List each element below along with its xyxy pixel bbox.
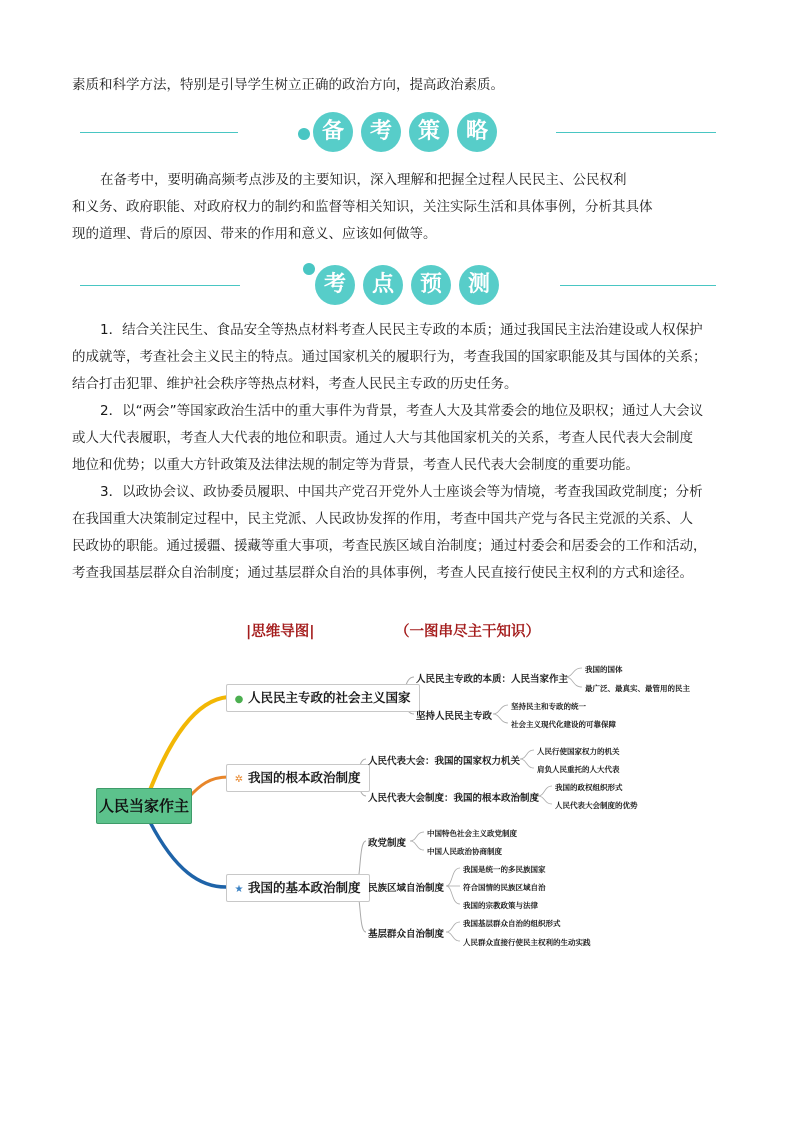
banner-char: 点	[363, 265, 403, 305]
mindmap-leaf: 坚持民主和专政的统一	[511, 702, 586, 711]
mindmap-root: 人民当家作主	[96, 788, 192, 824]
forecast-line: 地位和优势；以重大方针政策及法律法规的制定等为背景，考查人民代表大会制度的重要功能。	[72, 457, 639, 473]
mindmap-leaf: 人民行使国家权力的机关	[537, 747, 620, 756]
mindmap-leaf: 人民群众直接行使民主权利的生动实践	[463, 938, 591, 947]
info-circle-icon: ●	[234, 694, 244, 705]
banner-char: 考	[361, 112, 401, 152]
banner-char: 测	[459, 265, 499, 305]
mindmap-leaf: 中国人民政治协商制度	[427, 847, 502, 856]
strategy-line: 在备考中，要明确高频考点涉及的主要知识，深入理解和把握全过程人民民主、公民权利	[100, 172, 627, 188]
mindmap-node: 人民民主专政的本质：人民当家作主	[416, 674, 569, 685]
mindmap-node: 坚持人民民主专政	[416, 711, 493, 722]
forecast-line: 1．结合关注民生、食品安全等热点材料考查人民民主专政的本质；通过我国民主法治建设或人权保护	[100, 322, 703, 338]
mindmap-subtitle: （一图串尽主干知识）	[395, 624, 540, 640]
mindmap-branch	[226, 874, 370, 902]
banner-char: 考	[315, 265, 355, 305]
forecast-line: 在我国重大决策制定过程中，民主党派、人民政协发挥的作用，考查中国共产党与各民主党派的关系、人	[72, 511, 693, 527]
strategy-line: 和义务、政府职能、对政府权力的制约和监督等相关知识，关注实际生活和具体事例，分析其具体	[72, 199, 653, 215]
mindmap-title: |思维导图|	[246, 624, 315, 640]
mindmap-leaf: 我国的政权组织形式	[555, 783, 623, 792]
mindmap-node: 人民代表大会制度：我国的根本政治制度	[368, 793, 540, 804]
gear-icon: ✲	[234, 774, 244, 785]
banner-char: 策	[409, 112, 449, 152]
mindmap-leaf: 人民代表大会制度的优势	[555, 801, 638, 810]
mindmap-leaf: 社会主义现代化建设的可靠保障	[511, 720, 616, 729]
strategy-line: 现的道理、背后的原因、带来的作用和意义、应该如何做等。	[72, 226, 437, 242]
mindmap-node: 基层群众自治制度	[368, 929, 445, 940]
branch-label: 我国的基本政治制度	[248, 880, 361, 895]
banner-char: 备	[313, 112, 353, 152]
mindmap-leaf: 肩负人民重托的人大代表	[537, 765, 620, 774]
forecast-line: 考查我国基层群众自治制度；通过基层群众自治的具体事例，考查人民直接行使民主权利的方式和途径。	[72, 565, 693, 581]
mindmap-leaf: 最广泛、最真实、最管用的民主	[585, 684, 690, 693]
forecast-line: 或人大代表履职，考查人大代表的地位和职责。通过人大与其他国家机关的关系，考查人民代表大会制度	[72, 430, 693, 446]
mindmap-leaf: 中国特色社会主义政党制度	[427, 829, 517, 838]
mindmap-leaf: 符合国情的民族区域自治	[463, 883, 546, 892]
branch-label: 人民民主专政的社会主义国家	[248, 690, 411, 705]
banner-char: 预	[411, 265, 451, 305]
forecast-line: 3．以政协会议、政协委员履职、中国共产党召开党外人士座谈会等为情境，考查我国政党制度；分析	[100, 484, 703, 500]
mindmap-leaf: 我国是统一的多民族国家	[463, 865, 546, 874]
forecast-line: 结合打击犯罪、维护社会秩序等热点材料，考查人民民主专政的历史任务。	[72, 376, 518, 392]
mindmap-node: 民族区域自治制度	[368, 883, 445, 894]
forecast-line: 的成就等，考查社会主义民主的特点。通过国家机关的履职行为，考查我国的国家职能及其与国体的关系；	[72, 349, 707, 365]
banner-char: 略	[457, 112, 497, 152]
mindmap-leaf: 我国的国体	[585, 665, 623, 674]
mindmap-node: 人民代表大会：我国的国家权力机关	[368, 756, 521, 767]
mindmap-node: 政党制度	[368, 838, 407, 849]
forecast-line: 2．以“两会”等国家政治生活中的重大事件为背景，考查人大及其常委会的地位及职权；通过人大会议	[100, 403, 704, 419]
branch-label: 我国的根本政治制度	[248, 770, 361, 785]
mindmap-branch	[226, 684, 420, 712]
mindmap-leaf: 我国的宗教政策与法律	[463, 901, 538, 910]
star-icon: ★	[234, 884, 244, 895]
intro-text: 素质和科学方法，特别是引导学生树立正确的政治方向，提高政治素质。	[72, 77, 504, 93]
mindmap-leaf: 我国基层群众自治的组织形式	[463, 919, 561, 928]
mindmap-branch	[226, 764, 370, 792]
forecast-line: 民政协的职能。通过援疆、援藏等重大事项，考查民族区域自治制度；通过村委会和居委会的工作和活动，	[72, 538, 707, 554]
